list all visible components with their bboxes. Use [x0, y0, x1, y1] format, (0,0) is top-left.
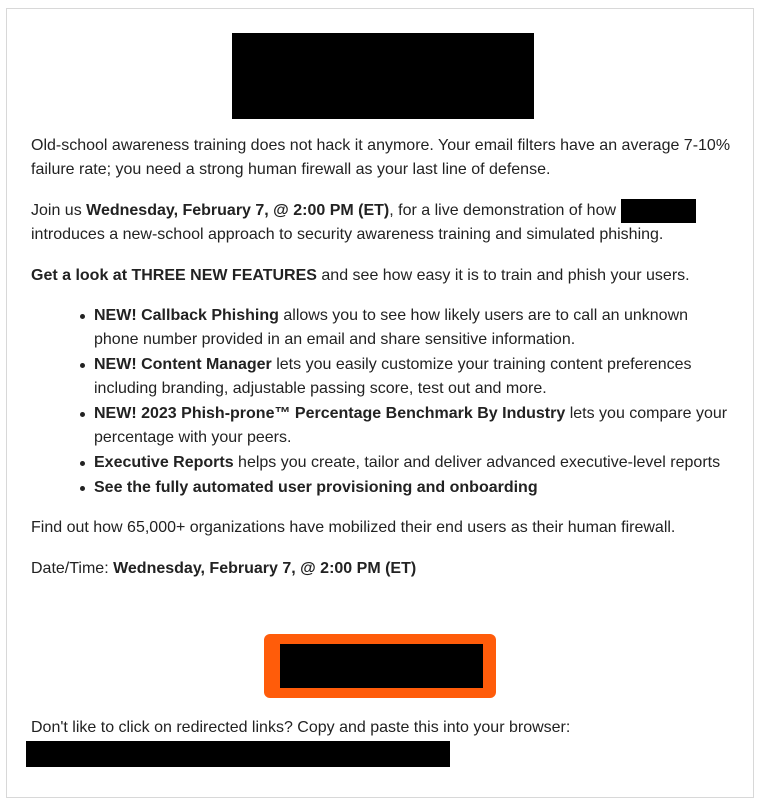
join-paragraph: [31, 199, 731, 247]
feature-item: [94, 451, 731, 475]
datetime-value: Wednesday, February 7, @ 2:00 PM (ET): [113, 560, 417, 577]
feature-desc: helps you create, tailor and deliver advanced executive-level reports: [233, 454, 721, 471]
redacted-button-label: [280, 644, 483, 688]
join-suffix: introduces a new-school approach to security awareness training and simulated phishing.: [31, 226, 664, 243]
features-heading: [31, 264, 731, 288]
feature-desc: lets you easily customize your training content preferences including branding, adjustable passing score, test out and more.: [94, 356, 692, 397]
feature-desc: allows you to see how likely users are to call an unknown phone number provided in an email and share sensitive information.: [94, 307, 689, 348]
register-button[interactable]: [264, 634, 496, 698]
find-out-paragraph: Find out how 65,000+ organizations have mobilized their end users as their human firewall.: [31, 519, 676, 536]
feature-item: [94, 476, 731, 500]
feature-title: NEW! 2023 Phish-prone™ Percentage Benchmark By Industry: [94, 405, 566, 422]
join-middle: , for a live demonstration of how: [389, 202, 621, 219]
feature-item: [94, 402, 731, 450]
email-body: [31, 134, 731, 581]
features-heading-bold: Get a look at THREE NEW FEATURES: [31, 267, 317, 284]
datetime-label: Date/Time:: [31, 560, 114, 577]
redacted-logo: [232, 33, 534, 119]
feature-title: See the fully automated user provisioning and onboarding: [94, 479, 538, 496]
feature-item: [94, 304, 731, 352]
feature-title: NEW! Content Manager: [94, 356, 272, 373]
datetime-line: [31, 557, 731, 581]
redacted-link[interactable]: [26, 741, 450, 767]
intro-paragraph: Old-school awareness training does not hack it anymore. Your email filters have an average 7-10% failure rate; you need a strong human firewall as your last line of defense.: [31, 137, 731, 178]
feature-title: NEW! Callback Phishing: [94, 307, 279, 324]
features-heading-rest: and see how easy it is to train and phish your users.: [316, 267, 690, 284]
copy-link-prompt: Don't like to click on redirected links? Copy and paste this into your browser:: [31, 719, 571, 736]
join-prefix: Join us: [31, 202, 87, 219]
join-datetime: Wednesday, February 7, @ 2:00 PM (ET): [86, 202, 390, 219]
feature-desc: lets you compare your percentage with your peers.: [94, 405, 728, 446]
feature-title: Executive Reports: [94, 454, 234, 471]
feature-item: [94, 353, 731, 401]
redacted-company-name: [621, 199, 696, 223]
features-list: [31, 304, 731, 500]
